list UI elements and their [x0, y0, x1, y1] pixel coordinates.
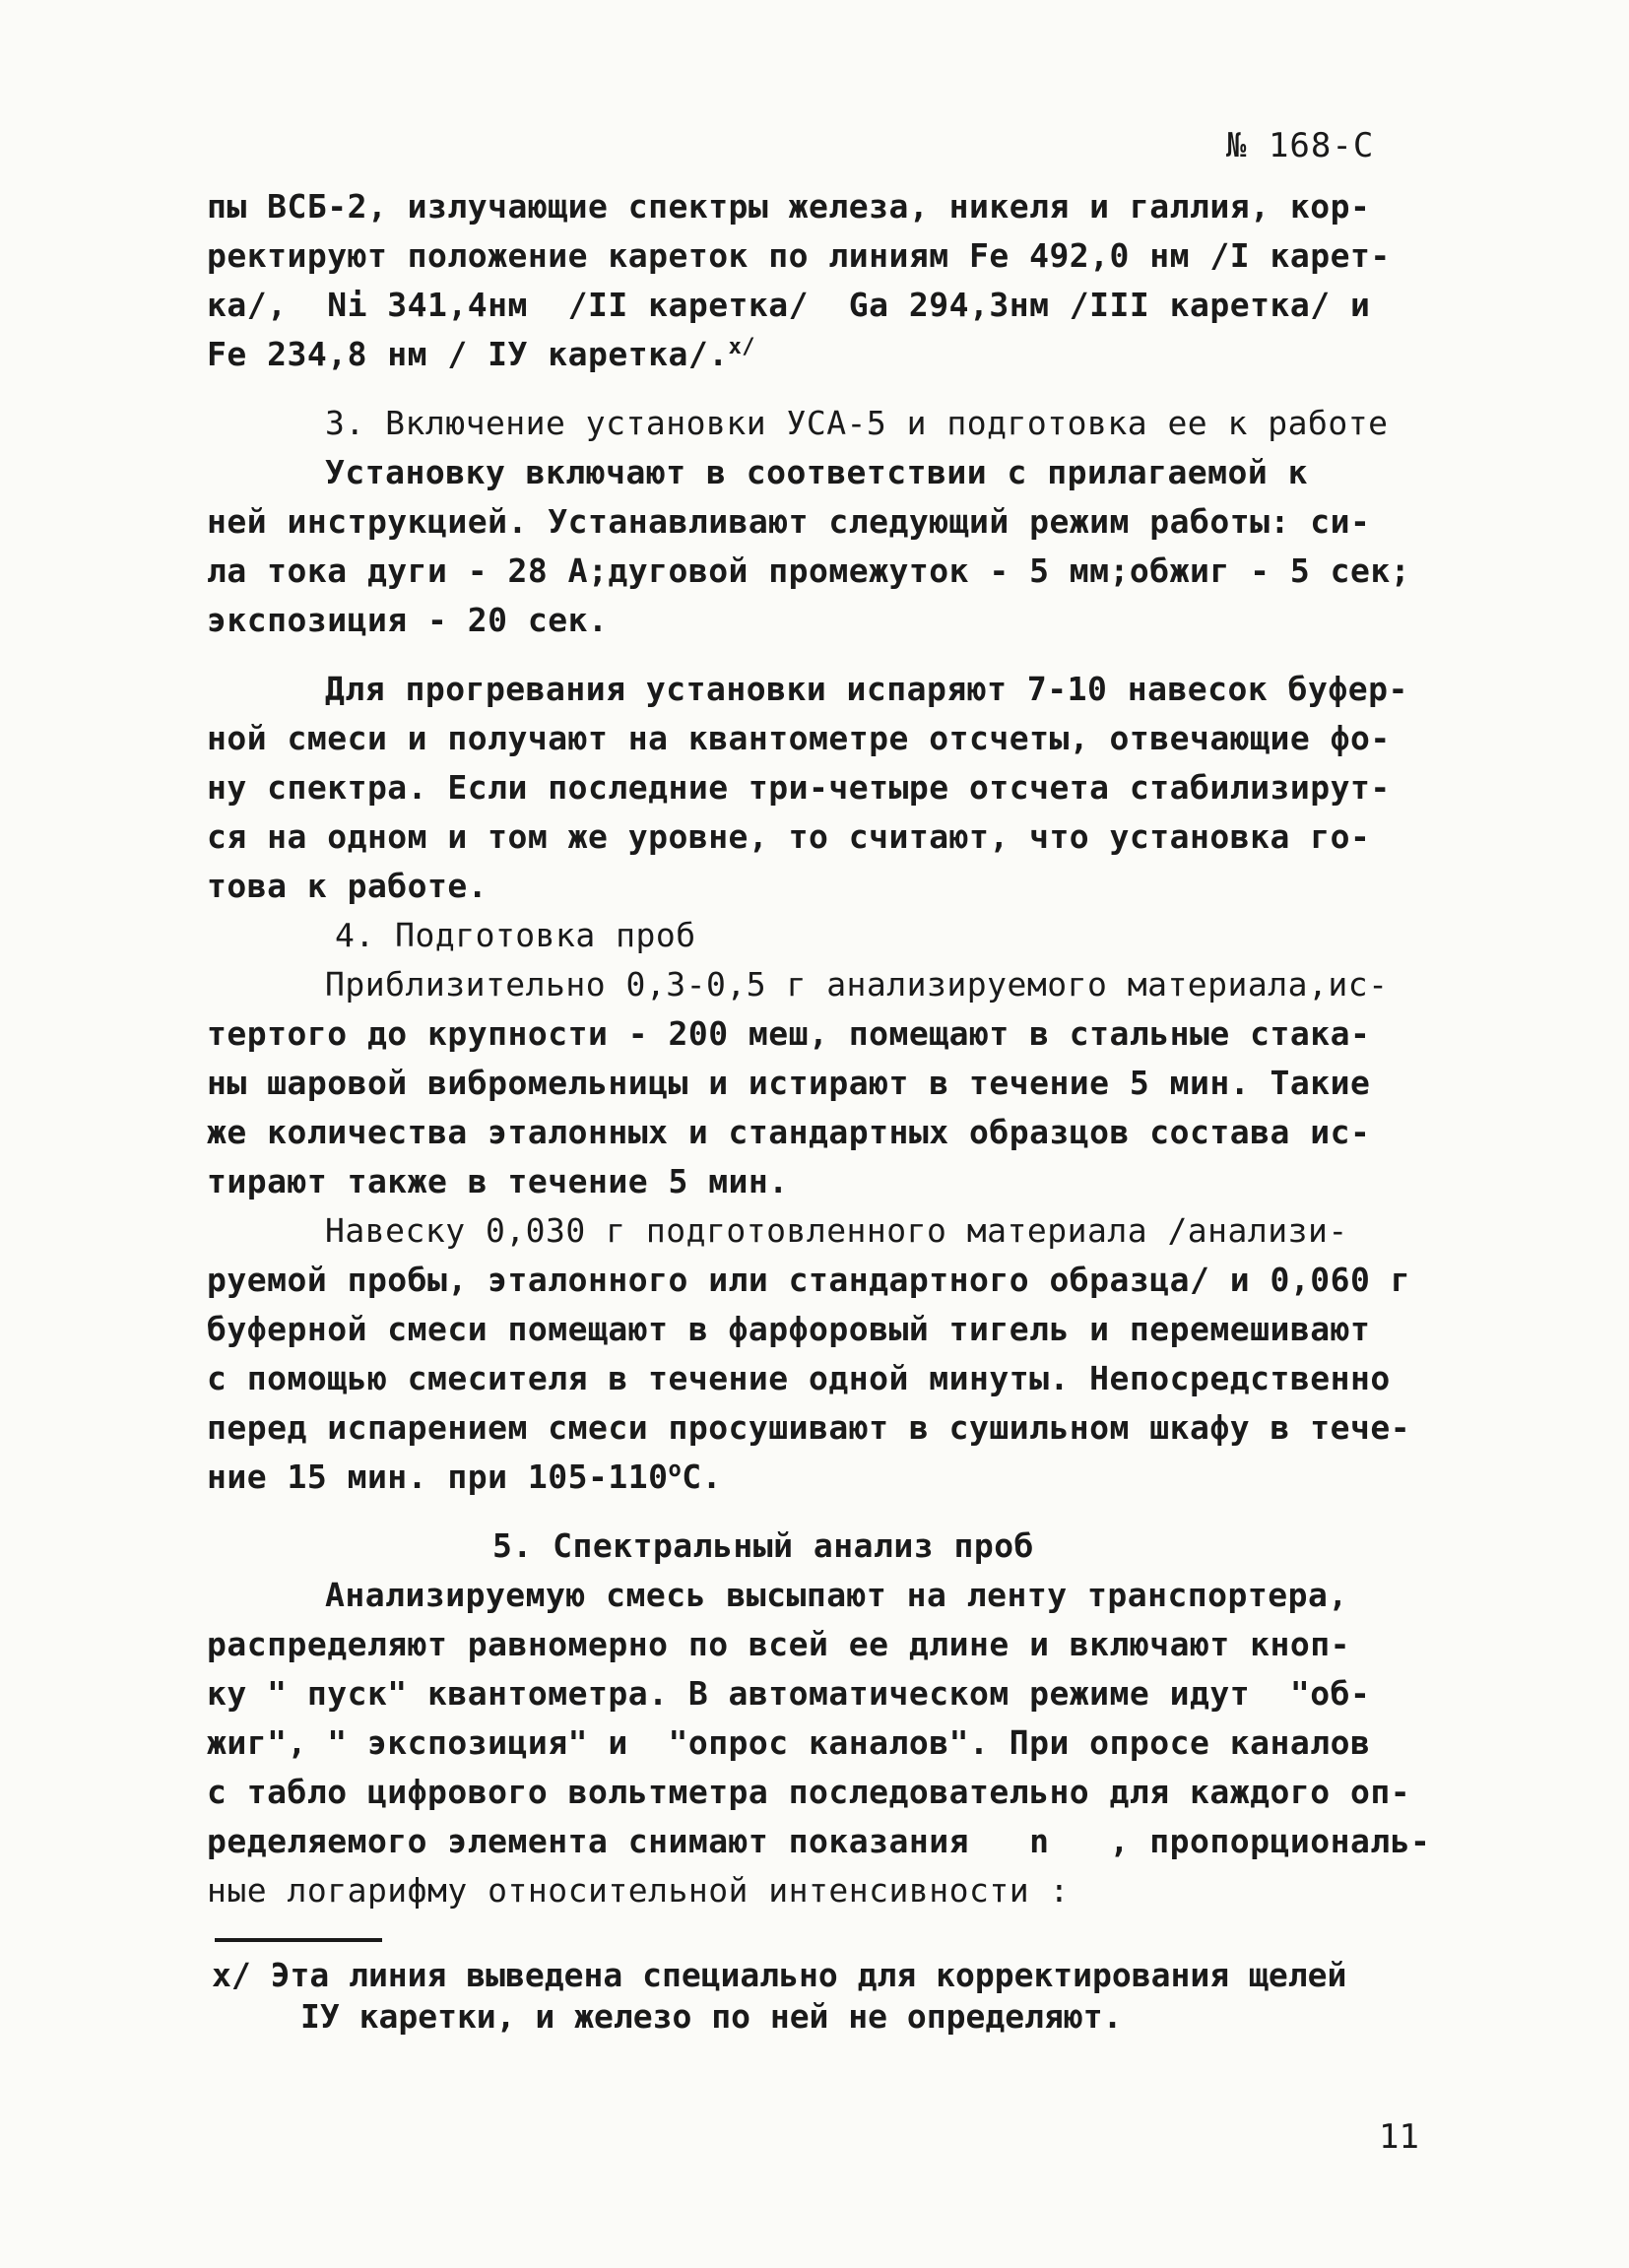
- text-line: с помощью смесителя в течение одной минуты. Непосредственно: [207, 1359, 1391, 1397]
- text-line: ные логарифму относительной интенсивности :: [207, 1871, 1070, 1910]
- text-line: ку " пуск" квантометра. В автоматическом режиме идут "об-: [207, 1674, 1371, 1713]
- footnote: [212, 1955, 1443, 2038]
- text-line: с табло цифрового вольтметра последовательно для каждого оп-: [207, 1773, 1411, 1811]
- text-line: [207, 330, 1418, 379]
- footnote-divider: [215, 1938, 382, 1942]
- document-body: [207, 182, 1431, 1915]
- text-line: ся на одном и том же уровне, то считают, что установка го-: [207, 817, 1371, 856]
- text-line: ней инструкцией. Устанавливают следующий режим работы: си-: [207, 502, 1371, 541]
- line-part: ние 15 мин. при 105-110: [207, 1458, 669, 1496]
- footnote-line: IУ каретки, и железо по ней не определяют.: [300, 1997, 1123, 2036]
- text-line: тертого до крупности - 200 меш, помещают в стальные стака-: [207, 1014, 1371, 1053]
- footnote-line: x/ Эта линия выведена специально для корректирования щелей: [212, 1956, 1347, 1994]
- text-line: ну спектра. Если последние три-четыре отсчета стабилизирут-: [207, 768, 1391, 807]
- section-5-title: 5. Спектральный анализ проб: [492, 1526, 1034, 1565]
- section-3-title: 3. Включение установки УСА-5 и подготовка ее к работе: [325, 404, 1389, 442]
- text-line: ла тока дуги - 28 А;дуговой промежуток - 5 мм;обжиг - 5 сек;: [207, 551, 1411, 590]
- text-line: пы ВСБ-2, излучающие спектры железа, никеля и галлия, кор-: [207, 187, 1371, 226]
- text-line: ка/, Ni 341,4нм /II каретка/ Ga 294,3нм /III каретка/ и: [207, 286, 1371, 324]
- text-line: [207, 1453, 1418, 1502]
- page-number: 11: [1379, 2117, 1419, 2157]
- text-line: же количества эталонных и стандартных образцов состава ис-: [207, 1113, 1371, 1151]
- text-line: перед испарением смеси просушивают в сушильном шкафу в тече-: [207, 1408, 1411, 1447]
- document-number: № 168-С: [1226, 126, 1375, 165]
- text-line: экспозиция - 20 сек.: [207, 601, 609, 639]
- text-line: руемой пробы, эталонного или стандартного образца/ и 0,060 г: [207, 1261, 1411, 1299]
- text-line: ны шаровой вибромельницы и истирают в течение 5 мин. Такие: [207, 1064, 1371, 1102]
- text-line: ной смеси и получают на квантометре отсчеты, отвечающие фо-: [207, 719, 1391, 757]
- text-line: тирают также в течение 5 мин.: [207, 1162, 789, 1200]
- text-line: жиг", " экспозиция" и "опрос каналов". При опросе каналов: [207, 1723, 1371, 1762]
- line-part: Fe 234,8 нм / IУ каретка/.: [207, 335, 729, 373]
- text-line: ректируют положение кареток по линиям Fe 492,0 нм /I карет-: [207, 236, 1391, 275]
- footnote-marker: x/: [728, 335, 756, 359]
- text-line: Установку включают в соответствии с прилагаемой к: [325, 453, 1309, 491]
- text-line: Навеску 0,030 г подготовленного материала /анализи-: [325, 1211, 1348, 1250]
- text-line: Приблизительно 0,3-0,5 г анализируемого материала,ис-: [325, 965, 1389, 1004]
- section-4-title: 4. Подготовка проб: [335, 916, 696, 954]
- text-line: Для прогревания установки испаряют 7-10 навесок буфер-: [325, 670, 1408, 708]
- text-line: Анализируемую смесь высыпают на ленту транспортера,: [325, 1576, 1348, 1614]
- text-line: това к работе.: [207, 867, 489, 905]
- text-line: ределяемого элемента снимают показания n , пропорциональ-: [207, 1822, 1431, 1860]
- text-line: буферной смеси помещают в фарфоровый тигель и перемешивают: [207, 1310, 1371, 1348]
- line-part: С.: [682, 1458, 722, 1496]
- text-line: распределяют равномерно по всей ее длине и включают кноп-: [207, 1625, 1350, 1663]
- degree-sign: о: [668, 1458, 683, 1482]
